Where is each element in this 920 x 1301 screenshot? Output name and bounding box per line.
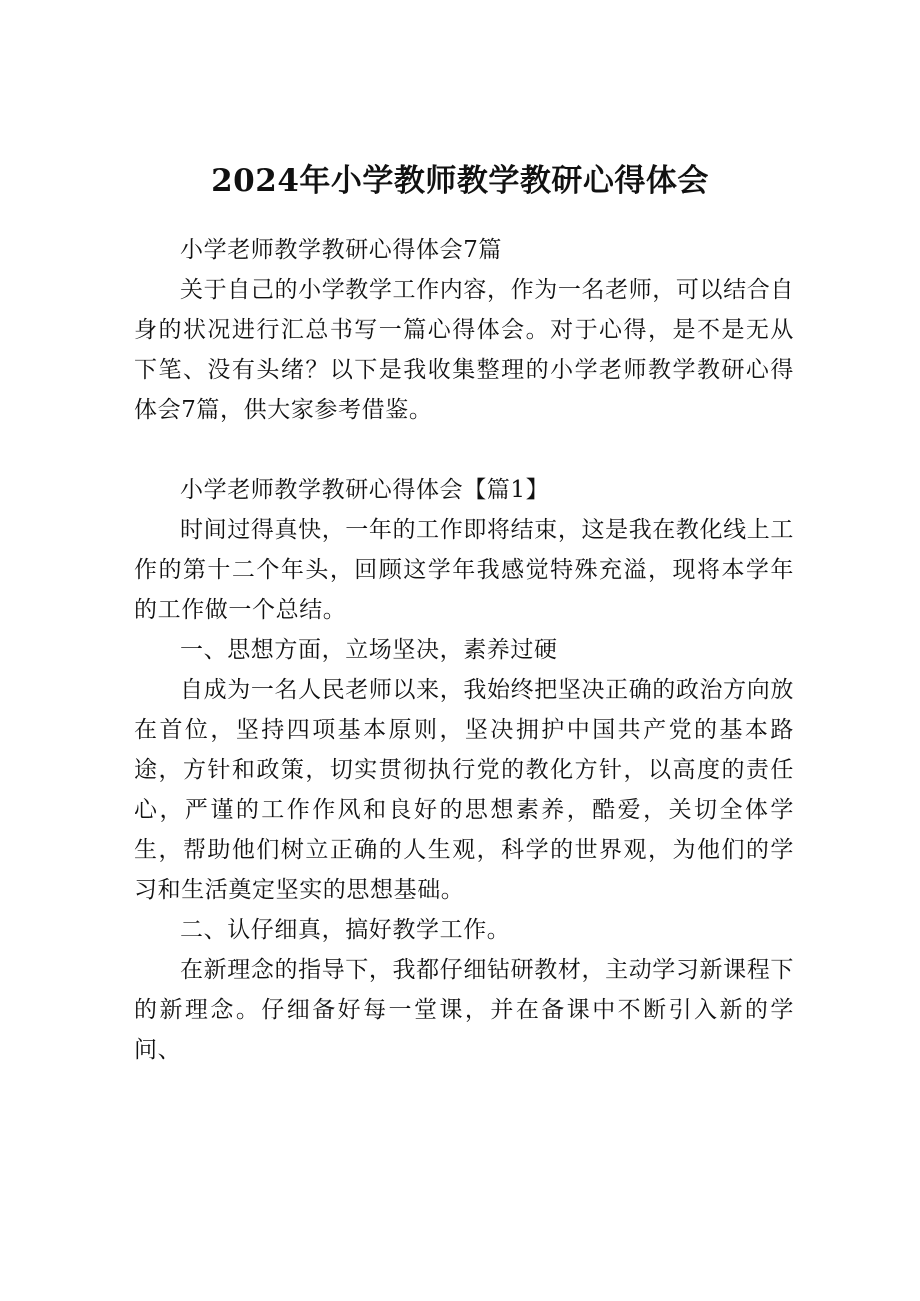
paragraph-body: 时间过得真快，一年的工作即将结束，这是我在教化线上工作的第十二个年头，回顾这学年我感觉特殊充溢，现将本学年的工作做一个总结。 bbox=[134, 517, 794, 623]
section-spacer bbox=[134, 430, 794, 470]
paragraph-section-heading: 小学老师教学教研心得体会【篇1】 bbox=[180, 477, 550, 503]
paragraph-body: 在新理念的指导下，我都仔细钻研教材，主动学习新课程下的新理念。仔细备好每一堂课，并在备课中不断引入新的学问、 bbox=[134, 957, 794, 1063]
paragraph-heading-1: 一、思想方面，立场坚决，素养过硬 bbox=[180, 637, 558, 663]
document-body bbox=[134, 230, 794, 1070]
document-title: 2024年小学教师教学教研心得体会 bbox=[211, 163, 709, 199]
paragraph-subtitle: 小学老师教学教研心得体会7篇 bbox=[180, 237, 503, 263]
paragraph-body: 自成为一名人民老师以来，我始终把坚决正确的政治方向放在首位，坚持四项基本原则，坚决拥护中国共产党的基本路途，方针和政策，切实贯彻执行党的教化方针，以高度的责任心，严谨的工作作风和良好的思想素养，酷爱，关切全体学生，帮助他们树立正确的人生观，科学的世界观，为他们的学习和生活奠定坚实的思想基础。 bbox=[134, 677, 794, 903]
paragraph-intro: 关于自己的小学教学工作内容，作为一名老师，可以结合自身的状况进行汇总书写一篇心得体会。对于心得，是不是无从下笔、没有头绪？以下是我收集整理的小学老师教学教研心得体会7篇，供大家参考借鉴。 bbox=[134, 277, 794, 423]
paragraph-heading-2: 二、认仔细真，搞好教学工作。 bbox=[180, 917, 511, 943]
